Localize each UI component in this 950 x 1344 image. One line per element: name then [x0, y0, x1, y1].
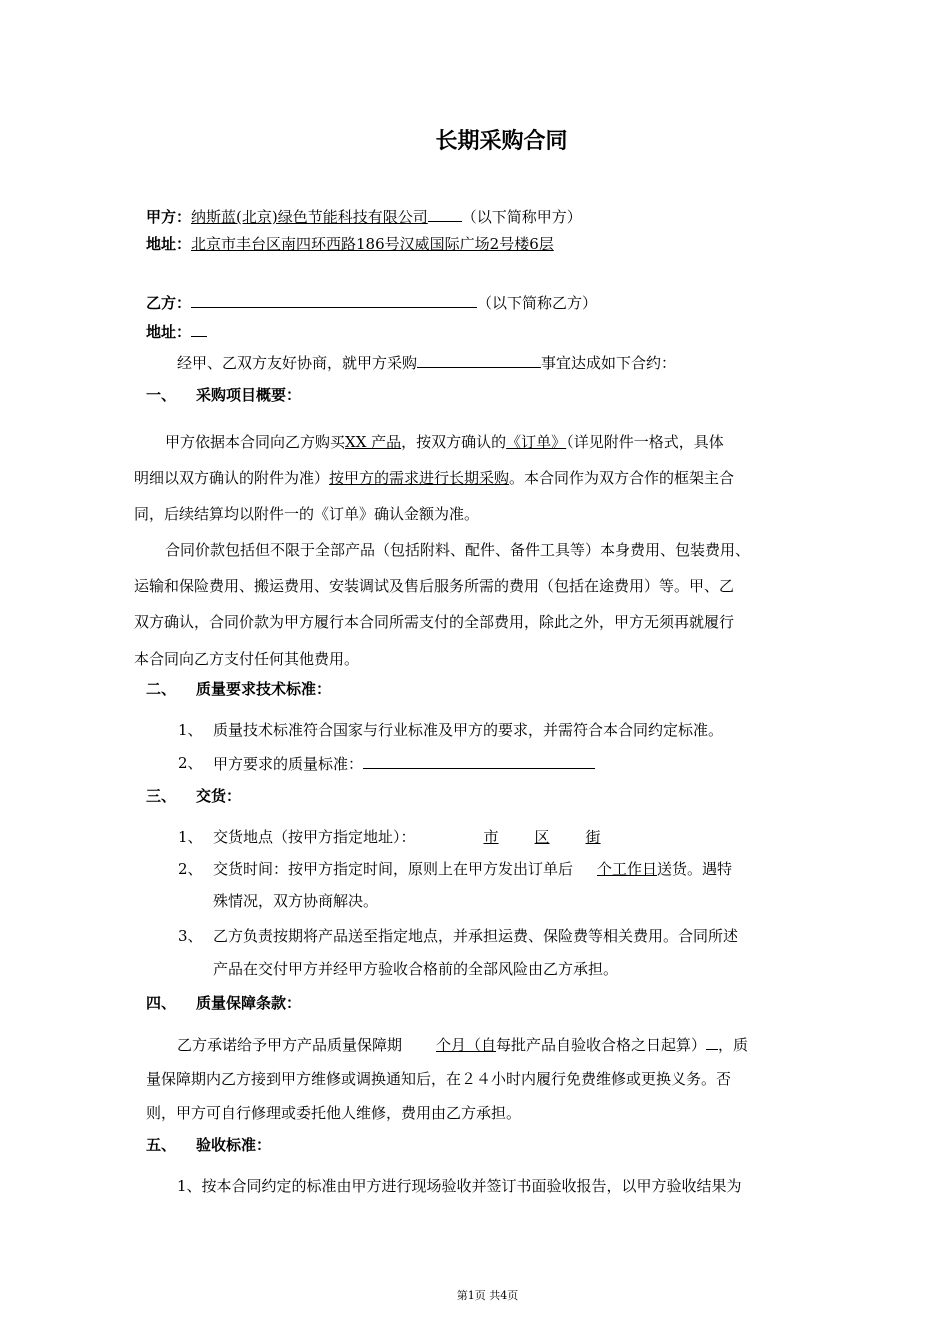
sec2-number: 二、 — [146, 680, 177, 698]
sec1-p2-line4: 本合同向乙方支付任何其他费用。 — [134, 650, 360, 668]
sec3-item1-city: 市 — [483, 828, 499, 846]
sec2-item1-number: 1、 — [178, 721, 203, 739]
intro-after: 事宜达成如下合约： — [541, 353, 677, 372]
sec2-item2-text: 甲方要求的质量标准： — [213, 754, 364, 773]
intro-purchase-blank — [417, 351, 541, 368]
sec4-number: 四、 — [146, 994, 177, 1012]
sec1-p1-text-b: ，按双方确认的 — [401, 433, 507, 451]
sec4-warranty-months: 个月（自 — [436, 1035, 497, 1054]
sec3-item2-line1 — [213, 858, 732, 879]
party-a-label: 甲方： — [146, 207, 192, 226]
sec1-p2-line2: 运输和保险费用、搬运费用、安装调试及售后服务所需的费用（包括在途费用）等。甲、乙 — [134, 577, 735, 595]
sec3-item1-line — [213, 826, 601, 847]
contract-title: 长期采购合同 — [435, 128, 568, 154]
party-a-address: 北京市丰台区南四环西路186号汉威国际广场2号楼6层 — [191, 235, 554, 253]
sec4-line1-blank — [706, 1033, 718, 1050]
sec1-p2-line3: 双方确认，合同价款为甲方履行本合同所需支付的全部费用，除此之外，甲方无须再就履行 — [134, 613, 735, 631]
sec1-number: 一、 — [146, 386, 177, 404]
sec3-item3-line1: 乙方负责按期将产品送至指定地点，并承担运费、保险费等相关费用。合同所述 — [213, 927, 739, 945]
sec2-heading: 质量要求技术标准： — [196, 680, 332, 698]
sec4-line2: 量保障期内乙方接到甲方维修或调换通知后，在２４小时内履行免费维修或更换义务。否 — [146, 1070, 732, 1088]
sec4-line1-c: ，质 — [718, 1035, 749, 1054]
sec1-p1-text-a: 甲方依据本合同向乙方购买 — [165, 433, 346, 451]
sec3-item3-number: 3、 — [178, 927, 203, 945]
sec3-item1-street: 街 — [585, 828, 601, 846]
sec1-p2-line1: 合同价款包括但不限于全部产品（包括附料、配件、备件工具等）本身费用、包装费用、 — [165, 541, 751, 559]
sec2-item2-blank — [363, 752, 595, 769]
party-b-address-line — [146, 320, 207, 342]
sec3-item2-days: 个工作日 — [597, 860, 658, 878]
sec1-heading: 采购项目概要： — [196, 386, 302, 404]
sec5-heading: 验收标准： — [196, 1136, 272, 1154]
sec3-item1-number: 1、 — [178, 828, 203, 846]
sec3-item3-line2: 产品在交付甲方并经甲方验收合格前的全部风险由乙方承担。 — [213, 960, 619, 978]
sec1-p1-order: 《订单》 — [506, 433, 567, 451]
sec1-p1-line1 — [165, 431, 724, 452]
intro-line — [177, 351, 676, 373]
party-a-line — [146, 205, 582, 227]
sec2-item2-number: 2、 — [178, 754, 203, 772]
sec1-p1-line2-underlined: 按甲方的需求进行长期采购 — [329, 469, 510, 487]
sec2-item1-text: 质量技术标准符合国家与行业标准及甲方的要求，并需符合本合同约定标准。 — [213, 721, 724, 739]
sec3-item2-number: 2、 — [178, 860, 203, 878]
sec4-line3: 则，甲方可自行修理或委托他人维修，费用由乙方承担。 — [146, 1104, 522, 1122]
party-a-address-line — [146, 233, 554, 254]
sec5-number: 五、 — [146, 1136, 177, 1154]
sec4-warranty-fill — [402, 1036, 496, 1054]
sec1-p1-line3: 同，后续结算均以附件一的《订单》确认金额为准。 — [134, 505, 480, 523]
sec4-heading: 质量保障条款： — [196, 994, 302, 1012]
sec1-p1-line2-b: 。本合同作为双方合作的框架主合 — [509, 469, 735, 487]
sec4-line1-a: 乙方承诺给予甲方产品质量保障期 — [177, 1035, 403, 1054]
party-a-address-label: 地址： — [146, 235, 192, 253]
party-a-name-blank — [428, 205, 462, 222]
party-a-name: 纳斯蓝(北京)绿色节能科技有限公司 — [191, 207, 428, 226]
sec3-item2-text-b: 送货。遇特 — [657, 860, 733, 878]
party-b-line — [146, 291, 597, 313]
party-b-address-blank — [191, 320, 207, 337]
sec1-p1-line2-a: 明细以双方确认的附件为准） — [134, 469, 330, 487]
sec3-item1-district: 区 — [534, 828, 550, 846]
page-number-footer: 第1页 共4页 — [456, 1289, 519, 1302]
sec3-item2-days-fill — [573, 860, 657, 878]
sec3-heading: 交货： — [196, 787, 242, 805]
sec2-item2-line — [213, 752, 595, 774]
sec4-line1 — [177, 1033, 748, 1055]
sec3-item1-text: 交货地点（按甲方指定地址）： — [213, 828, 416, 846]
sec3-number: 三、 — [146, 787, 177, 805]
sec3-item2-text-a: 交货时间：按甲方指定时间，原则上在甲方发出订单后 — [213, 860, 574, 878]
intro-before: 经甲、乙双方友好协商，就甲方采购 — [177, 353, 418, 372]
party-b-alias: （以下简称乙方） — [477, 293, 598, 312]
sec4-line1-b: 每批产品自验收合格之日起算） — [496, 1035, 707, 1054]
sec3-item2-line2: 殊情况，双方协商解决。 — [213, 892, 379, 910]
sec1-p1-line2 — [134, 467, 734, 488]
sec1-p1-text-c: （详见附件一格式，具体 — [566, 433, 724, 451]
sec1-p1-product: XX 产品 — [345, 433, 402, 451]
party-b-address-label: 地址： — [146, 322, 192, 341]
party-b-label: 乙方： — [146, 293, 192, 312]
party-a-alias: （以下简称甲方） — [461, 207, 582, 226]
sec5-line1: 1、按本合同约定的标准由甲方进行现场验收并签订书面验收报告，以甲方验收结果为 — [177, 1177, 742, 1195]
party-b-name-blank — [191, 291, 477, 308]
sec3-item1-address-fill — [416, 828, 601, 846]
